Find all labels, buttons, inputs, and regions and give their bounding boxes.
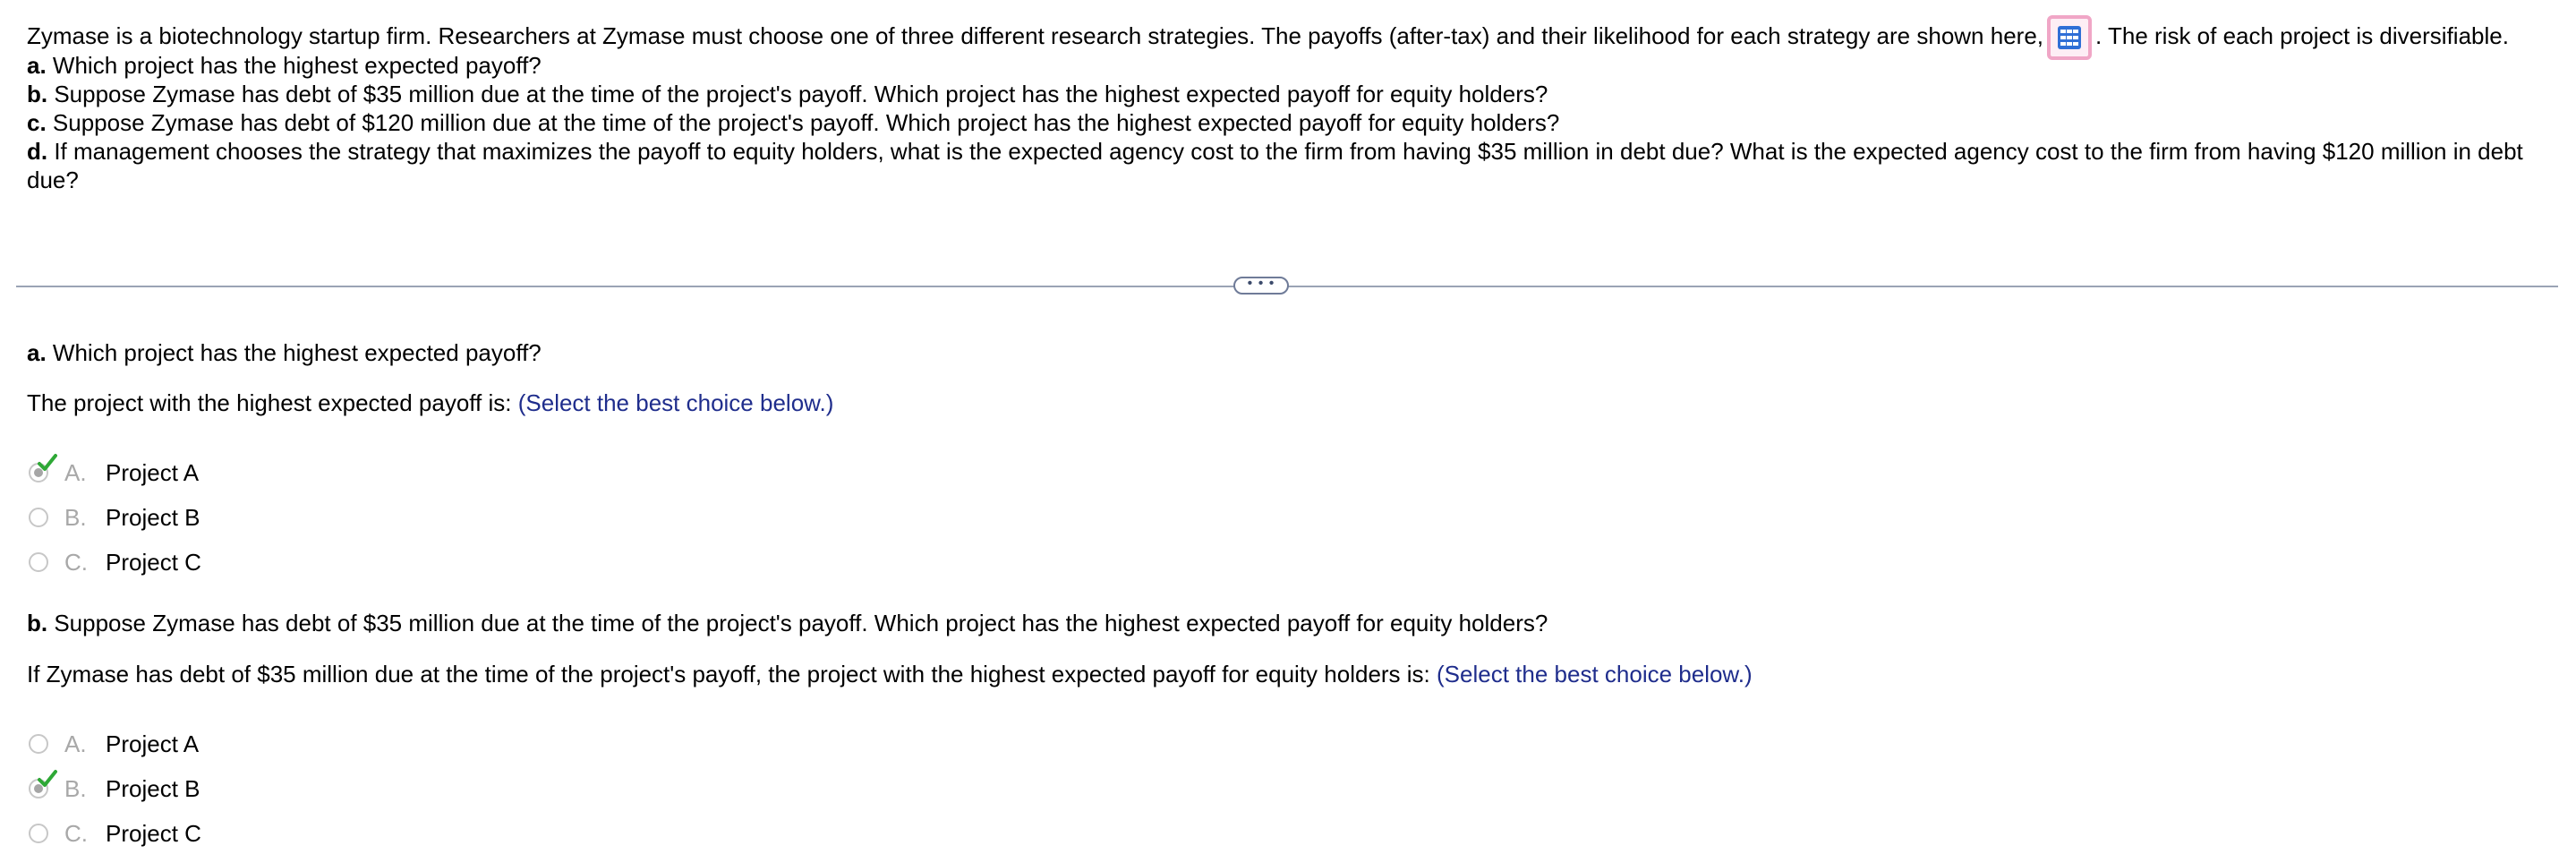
expand-more-button[interactable]: • • • (1233, 277, 1289, 295)
checkmark-icon (38, 453, 57, 473)
question-a-title: a. Which project has the highest expected payoff? (27, 339, 542, 366)
radio-button[interactable] (29, 508, 48, 527)
table-grid-icon (2057, 25, 2082, 50)
intro-text: Zymase is a biotechnology startup firm. Researchers at Zymase must choose one of three different research strategies. The payoffs (after-tax) and their likelihood for each strategy are shown here, (27, 22, 2043, 49)
part-b: b. Suppose Zymase has debt of $35 million due at the time of the project's payoff. Which project has the highest expected payoff for equity holders? (27, 81, 1548, 108)
question-a-prompt: The project with the highest expected payoff is: (Select the best choice below.) (27, 389, 834, 416)
checkmark-icon (38, 769, 57, 789)
part-d: d. If management chooses the strategy that maximizes the payoff to equity holders, what is the expected agency cost to the firm from having $35 million in debt due? What is the expected agency cost to the firm from having $120 million in debt due? (27, 138, 2523, 194)
radio-button[interactable] (29, 734, 48, 754)
question-b-title: b. Suppose Zymase has debt of $35 million due at the time of the project's payoff. Which project has the highest expected payoff for equity holders? (27, 610, 1548, 636)
part-c: c. Suppose Zymase has debt of $120 million due at the time of the project's payoff. Which project has the highest expected payoff for equity holders? (27, 109, 1560, 137)
select-hint: (Select the best choice below.) (1437, 661, 1753, 687)
data-table-button[interactable] (2047, 15, 2092, 60)
question-b-prompt: If Zymase has debt of $35 million due at the time of the project's payoff, the project with the highest expected payoff for equity holders is: (Select the best choice below.) (27, 661, 1753, 687)
radio-button[interactable] (29, 824, 48, 843)
intro-text-after: . The risk of each project is diversifiable. (2095, 22, 2509, 49)
select-hint: (Select the best choice below.) (517, 389, 834, 416)
part-a: a. Which project has the highest expected payoff? (27, 52, 542, 80)
problem-statement (27, 21, 2542, 194)
radio-button[interactable] (29, 552, 48, 572)
intro-paragraph (27, 21, 2542, 51)
